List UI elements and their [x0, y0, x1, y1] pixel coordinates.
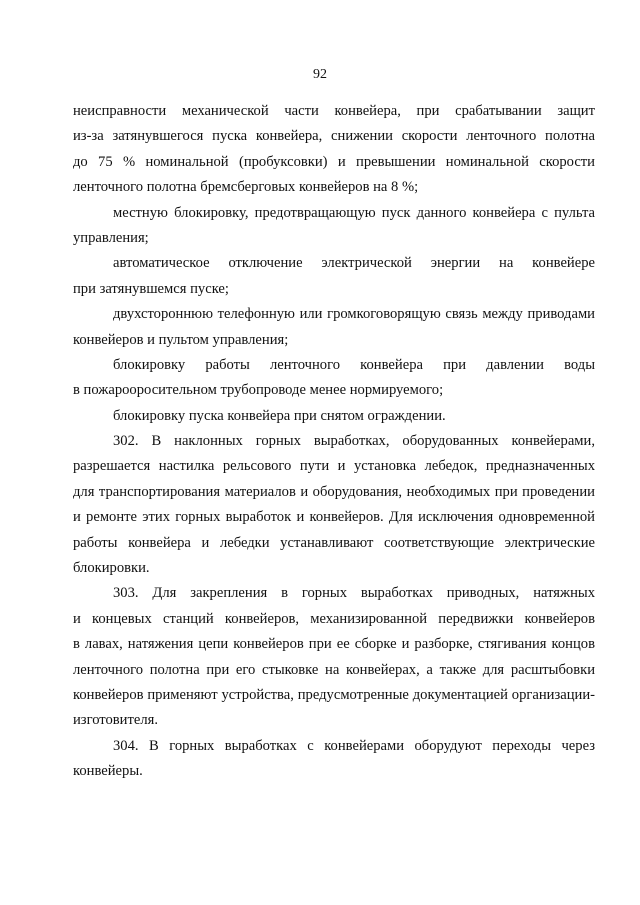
- text-line: блокировку работы ленточного конвейера при давлении воды: [113, 356, 595, 373]
- text-line: автоматическое отключение электрической энергии на конвейере: [113, 255, 595, 272]
- text-line: конвейеров применяют устройства, предусмотренные документацией организации-: [73, 686, 595, 703]
- text-line: при затянувшемся пуске;: [73, 280, 229, 297]
- text-line: двухстороннюю телефонную или громкоговорящую связь между приводами: [113, 306, 595, 323]
- text-line: неисправности механической части конвейера, при срабатывании защит: [73, 103, 595, 119]
- text-line: блокировки.: [73, 560, 150, 577]
- text-line: разрешается настилка рельсового пути и установка лебедок, предназначенных: [73, 458, 595, 475]
- text-line: блокировку пуска конвейера при снятом ограждении.: [113, 407, 446, 424]
- text-line: в пожарооросительном трубопроводе менее нормируемого;: [73, 382, 444, 399]
- text-line: конвейеров и пультом управления;: [73, 331, 289, 348]
- text-line: 302. В наклонных горных выработках, оборудованных конвейерами,: [113, 433, 595, 450]
- text-line: ленточного полотна бремсберговых конвейеров на 8 %;: [73, 179, 419, 196]
- text-line: и ремонте этих горных выработок и конвейеров. Для исключения одновременной: [73, 509, 595, 526]
- text-line: 303. Для закрепления в горных выработках приводных, натяжных: [113, 585, 595, 602]
- text-line: 304. В горных выработках с конвейерами оборудуют переходы через: [113, 737, 595, 754]
- text-line: из-за затянувшегося пуска конвейера, снижении скорости ленточного полотна: [73, 128, 595, 145]
- text-line: до 75 % номинальной (пробуксовки) и превышении номинальной скорости: [73, 153, 595, 170]
- text-line: ленточного полотна при его стыковке на конвейерах, а также для расштыбовки: [73, 661, 595, 678]
- text-line: и концевых станций конвейеров, механизированной передвижки конвейеров: [73, 610, 595, 627]
- text-line: конвейеры.: [73, 763, 143, 780]
- body-text: [73, 99, 595, 785]
- text-line: местную блокировку, предотвращающую пуск данного конвейера с пульта: [113, 204, 595, 221]
- text-line: для транспортирования материалов и оборудования, необходимых при проведении: [73, 483, 595, 500]
- page-number: 92: [313, 67, 327, 82]
- text-line: изготовителя.: [73, 712, 158, 729]
- text-line: работы конвейера и лебедки устанавливают соответствующие электрические: [73, 534, 595, 551]
- text-line: управления;: [73, 229, 149, 246]
- text-line: в лавах, натяжения цепи конвейеров при ее сборке и разборке, стягивания концов: [73, 636, 595, 653]
